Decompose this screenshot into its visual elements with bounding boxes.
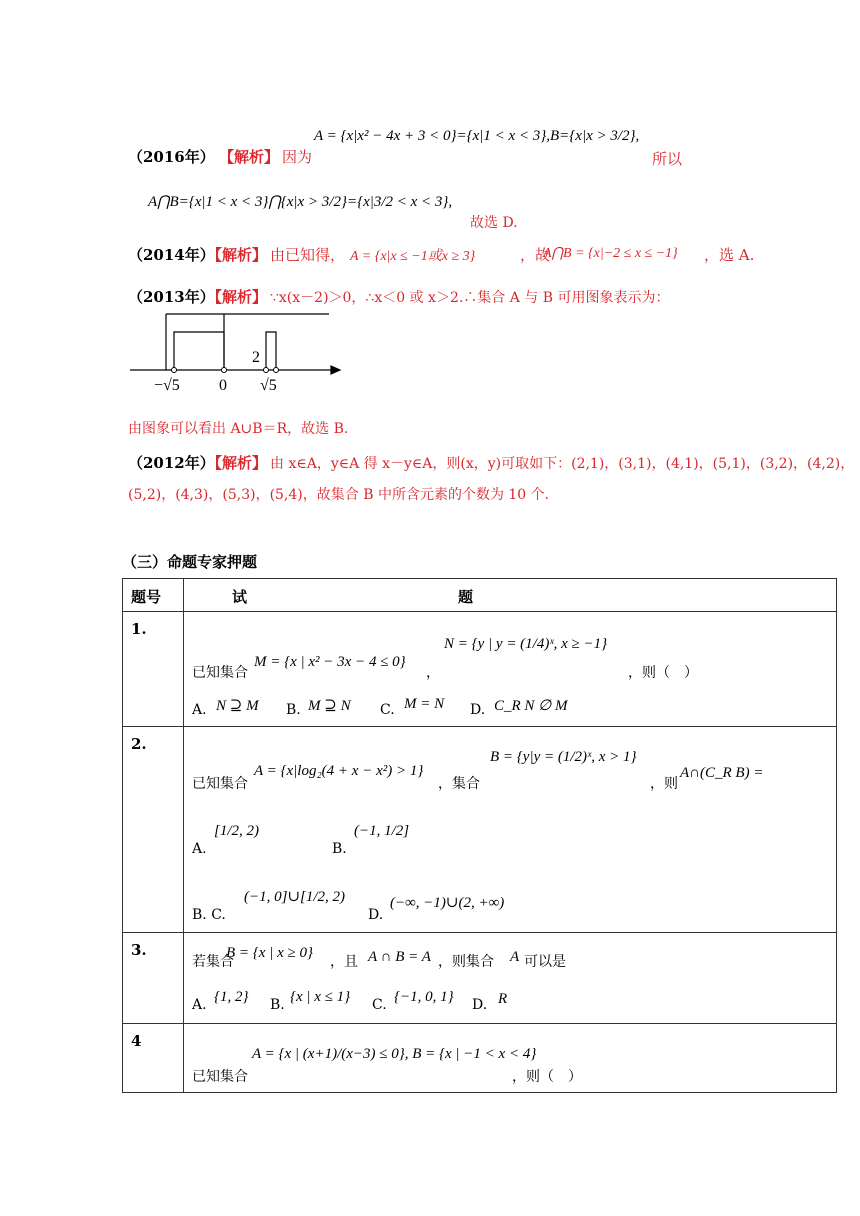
solution-2016-conclusion: 故选 D. <box>470 215 518 231</box>
question-2-number: 2. <box>123 727 184 933</box>
solution-2013-conclusion: 由图象可以看出 A∪B＝R，故选 B. <box>128 421 349 437</box>
solution-2016-tag: 【解析】 <box>219 148 280 166</box>
q2-opt-c[interactable]: (−1, 0]∪[1/2, 2) <box>244 889 346 905</box>
header-q1: 试 <box>232 588 248 606</box>
q3-tail: ，则集合 <box>438 954 494 970</box>
q2-prefix: 已知集合 <box>192 776 248 792</box>
question-row-1 <box>123 612 837 727</box>
solution-2013-year: （2013年） <box>128 288 215 306</box>
q3-tail2: 可以是 <box>524 954 566 970</box>
solution-2012-tag: 【解析】 <box>207 454 268 472</box>
q1-opt-d[interactable]: C_R N ∅ M <box>494 698 568 714</box>
question-row-3 <box>123 933 837 1024</box>
q3-opt-c[interactable]: {−1, 0, 1} <box>394 989 454 1005</box>
question-4-number: 4 <box>123 1024 184 1093</box>
question-1-number: 1. <box>123 612 184 727</box>
q1-opt-a[interactable]: N ⊇ M <box>216 698 259 714</box>
label-neg-sqrt5: −√5 <box>154 377 180 394</box>
q1-set-m: M = {x | x² − 3x − 4 ≤ 0} <box>254 654 406 670</box>
q2-opt-a[interactable]: [1/2, 2) <box>214 823 259 839</box>
q1-opt-c[interactable]: M = N <box>404 696 445 712</box>
solution-2016-formula1: A = {x|x² − 4x + 3 < 0}={x|1 < x < 3},B={x|x > 3/2}, <box>314 128 640 144</box>
q3-opt-d[interactable]: R <box>498 991 508 1007</box>
question-row-2 <box>123 727 837 933</box>
q3-opt-d-label[interactable]: D. <box>472 997 488 1013</box>
q2-opt-d-label[interactable]: D. <box>368 907 384 923</box>
header-question-cell <box>184 579 837 612</box>
label-two: 2 <box>252 349 260 366</box>
q2-opt-c-label[interactable]: B. C. <box>192 907 226 923</box>
q2-opt-a-label[interactable]: A. <box>192 841 207 857</box>
solution-2016-intro: 因为 <box>282 148 313 166</box>
q1-opt-b-label[interactable]: B. <box>286 702 301 718</box>
number-line-diagram <box>126 306 346 398</box>
header-num: 题号 <box>131 588 162 606</box>
q1-prefix: 已知集合 <box>192 665 248 681</box>
q3-set-b: B = {x | x ≥ 0} <box>226 945 313 961</box>
q3-set-a: A <box>510 949 520 965</box>
q3-opt-c-label[interactable]: C. <box>372 997 387 1013</box>
solution-2016-formula2: A⋂B={x|1 < x < 3}⋂{x|x > 3/2}={x|3/2 < x < 3}, <box>148 194 453 210</box>
q4-sets: A = {x | (x+1)/(x−3) ≤ 0}, B = {x | −1 < x < 4} <box>252 1046 537 1062</box>
q2-opt-b-label[interactable]: B. <box>332 841 347 857</box>
q1-opt-d-label[interactable]: D. <box>470 702 486 718</box>
q4-tail: ，则（ ） <box>512 1069 582 1085</box>
header-q2: 题 <box>458 588 474 606</box>
label-sqrt5: √5 <box>260 377 277 394</box>
solution-2012-year: （2012年） <box>128 454 215 472</box>
q2-tail: ，则 <box>650 776 678 792</box>
q4-prefix: 已知集合 <box>192 1069 248 1085</box>
q1-set-n: N = {y | y = (1/4)ˣ, x ≥ −1} <box>444 636 608 652</box>
q1-tail: ，则（ ） <box>628 665 698 681</box>
q3-prefix: 若集合 <box>192 954 234 970</box>
q3-cond: A ∩ B = A <box>368 949 431 965</box>
solution-2012-line2: (5,2)，(4,3)，(5,3)，(5,4)，故集合 B 中所含元素的个数为 10 个． <box>128 487 559 503</box>
solution-2012-line1: 由 x∈A，y∈A 得 x－y∈A，则(x，y)可取如下：(2,1)，(3,1)，(4,1)，(5,1)，(3,2)，(4,2)， <box>270 456 855 472</box>
q2-mid: ，集合 <box>438 776 480 792</box>
q3-opt-b-label[interactable]: B. <box>270 997 285 1013</box>
question-table <box>122 578 837 1093</box>
q3-opt-b[interactable]: {x | x ≤ 1} <box>290 989 351 1005</box>
q2-opt-d[interactable]: (−∞, −1)∪(2, +∞) <box>390 895 505 911</box>
solution-2014-text2: ，故 <box>520 246 551 264</box>
section-title: （三）命题专家押题 <box>122 553 258 571</box>
label-zero: 0 <box>219 377 227 394</box>
q1-opt-c-label[interactable]: C. <box>380 702 395 718</box>
q2-ask: A∩(C_R B) = <box>680 765 764 781</box>
solution-2014-year: （2014年） <box>128 246 215 264</box>
solution-2014-text1: 由已知得， <box>270 246 346 264</box>
solution-2014-formula2: A⋂B = {x|−2 ≤ x ≤ −1} <box>543 246 678 261</box>
solution-2016-suffix: 所以 <box>652 150 683 168</box>
q1-sep: ， <box>426 665 440 681</box>
q1-opt-a-label[interactable]: A. <box>192 702 207 718</box>
solution-2014-tag: 【解析】 <box>207 246 268 264</box>
q3-opt-a-label[interactable]: A. <box>192 997 207 1013</box>
question-3-number: 3. <box>123 933 184 1024</box>
q1-opt-b[interactable]: M ⊇ N <box>308 698 351 714</box>
solution-2014-formula: A = {x|x ≤ −1或x ≥ 3} <box>350 249 476 264</box>
solution-2016-year: （2016年） <box>128 148 215 166</box>
q3-opt-a[interactable]: {1, 2} <box>214 989 249 1005</box>
solution-2014-text3: ，选 A. <box>704 246 755 264</box>
q2-set-b: B = {y|y = (1/2)ˣ, x > 1} <box>490 749 637 765</box>
q2-set-a: A = {x|log₂(4 + x − x²) > 1} <box>254 763 424 779</box>
q2-opt-b[interactable]: (−1, 1/2] <box>354 823 410 839</box>
solution-2013-tag: 【解析】 <box>207 288 268 306</box>
header-num-cell <box>123 579 184 612</box>
q3-mid: ，且 <box>330 954 358 970</box>
solution-2013-text: ∵x(x－2)＞0，∴x＜0 或 x＞2.∴集合 A 与 B 可用图象表示为： <box>270 290 670 306</box>
question-row-4 <box>123 1024 837 1093</box>
